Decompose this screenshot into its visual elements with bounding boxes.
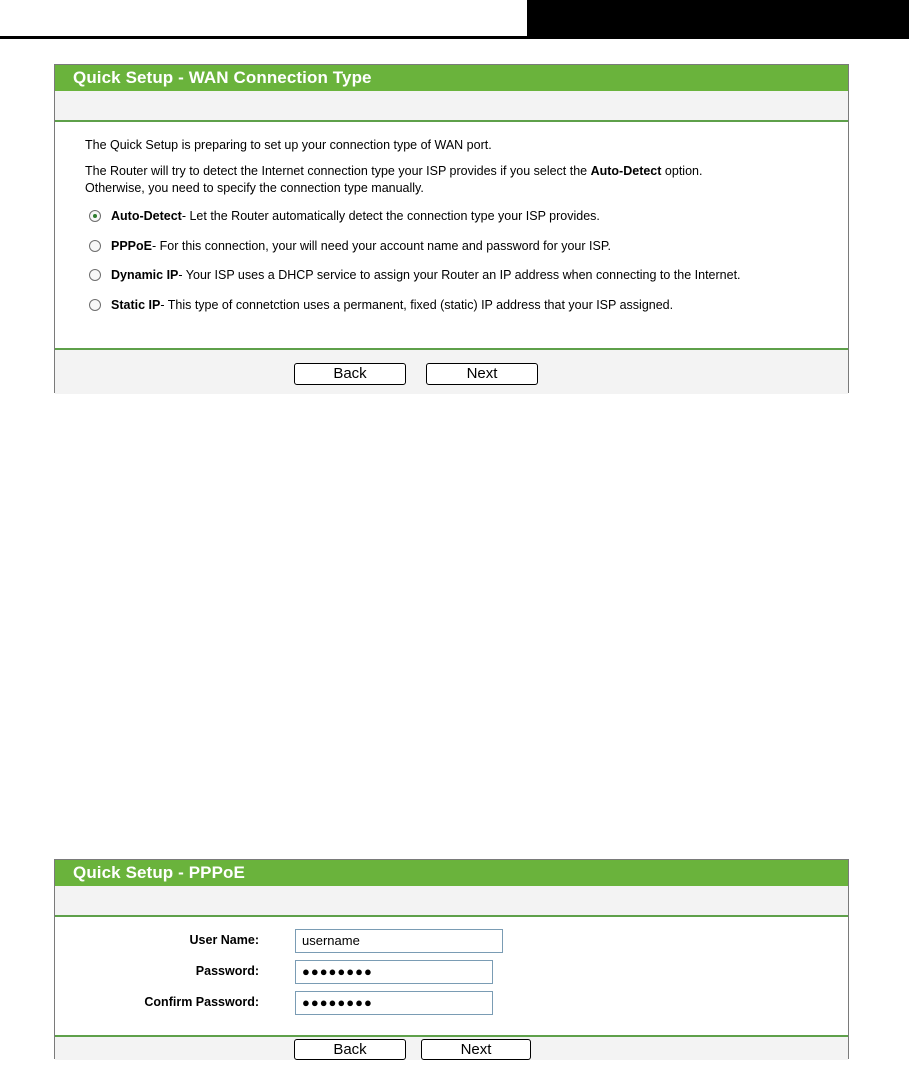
option-pppoe[interactable] [89,237,611,255]
radio-auto-detect[interactable] [89,210,101,222]
user-name-input[interactable]: username [295,929,503,953]
option-desc: - This type of connetction uses a permanent, fixed (static) IP address that your ISP assigned. [160,298,674,312]
option-desc: - For this connection, your will need your account name and password for your ISP. [152,239,612,253]
option-desc: - Your ISP uses a DHCP service to assign your Router an IP address when connecting to the Internet. [178,268,741,282]
back-button[interactable]: Back [294,363,406,385]
option-desc: - Let the Router automatically detect the connection type your ISP provides. [181,209,600,223]
page-header-rule [0,36,909,39]
option-name: Auto-Detect [111,209,182,223]
pppoe-panel [54,859,849,1059]
intro-text: The Quick Setup is preparing to set up your connection type of WAN port. [85,138,492,152]
wan-connection-type-panel [54,64,849,393]
option-name: Static IP [111,298,161,312]
password-label: Password: [195,964,259,978]
title-band [55,91,848,122]
panel-title: Quick Setup - WAN Connection Type [55,65,848,91]
back-button[interactable]: Back [294,1039,406,1060]
detect-text-after: option. [661,164,703,178]
detect-text-before: The Router will try to detect the Internet connection type your ISP provides if you select the [85,164,591,178]
option-auto-detect[interactable] [89,207,600,225]
footer-band [55,1035,848,1060]
page-header-block [527,0,909,38]
radio-static-ip[interactable] [89,299,101,311]
confirm-password-label: Confirm Password: [144,995,259,1009]
radio-pppoe[interactable] [89,240,101,252]
radio-dynamic-ip[interactable] [89,269,101,281]
next-button[interactable]: Next [426,363,538,385]
option-dynamic-ip[interactable] [89,266,741,284]
manual-text: Otherwise, you need to specify the connection type manually. [85,181,424,195]
confirm-password-input[interactable]: ●●●●●●●● [295,991,493,1015]
panel-title: Quick Setup - PPPoE [55,860,848,886]
option-static-ip[interactable] [89,296,673,314]
user-name-label: User Name: [189,933,259,947]
password-input[interactable]: ●●●●●●●● [295,960,493,984]
detect-text-bold: Auto-Detect [590,164,662,178]
option-name: Dynamic IP [111,268,179,282]
detect-text [85,163,702,180]
next-button[interactable]: Next [421,1039,531,1060]
footer-band [55,348,848,394]
title-band [55,886,848,917]
option-name: PPPoE [111,239,152,253]
